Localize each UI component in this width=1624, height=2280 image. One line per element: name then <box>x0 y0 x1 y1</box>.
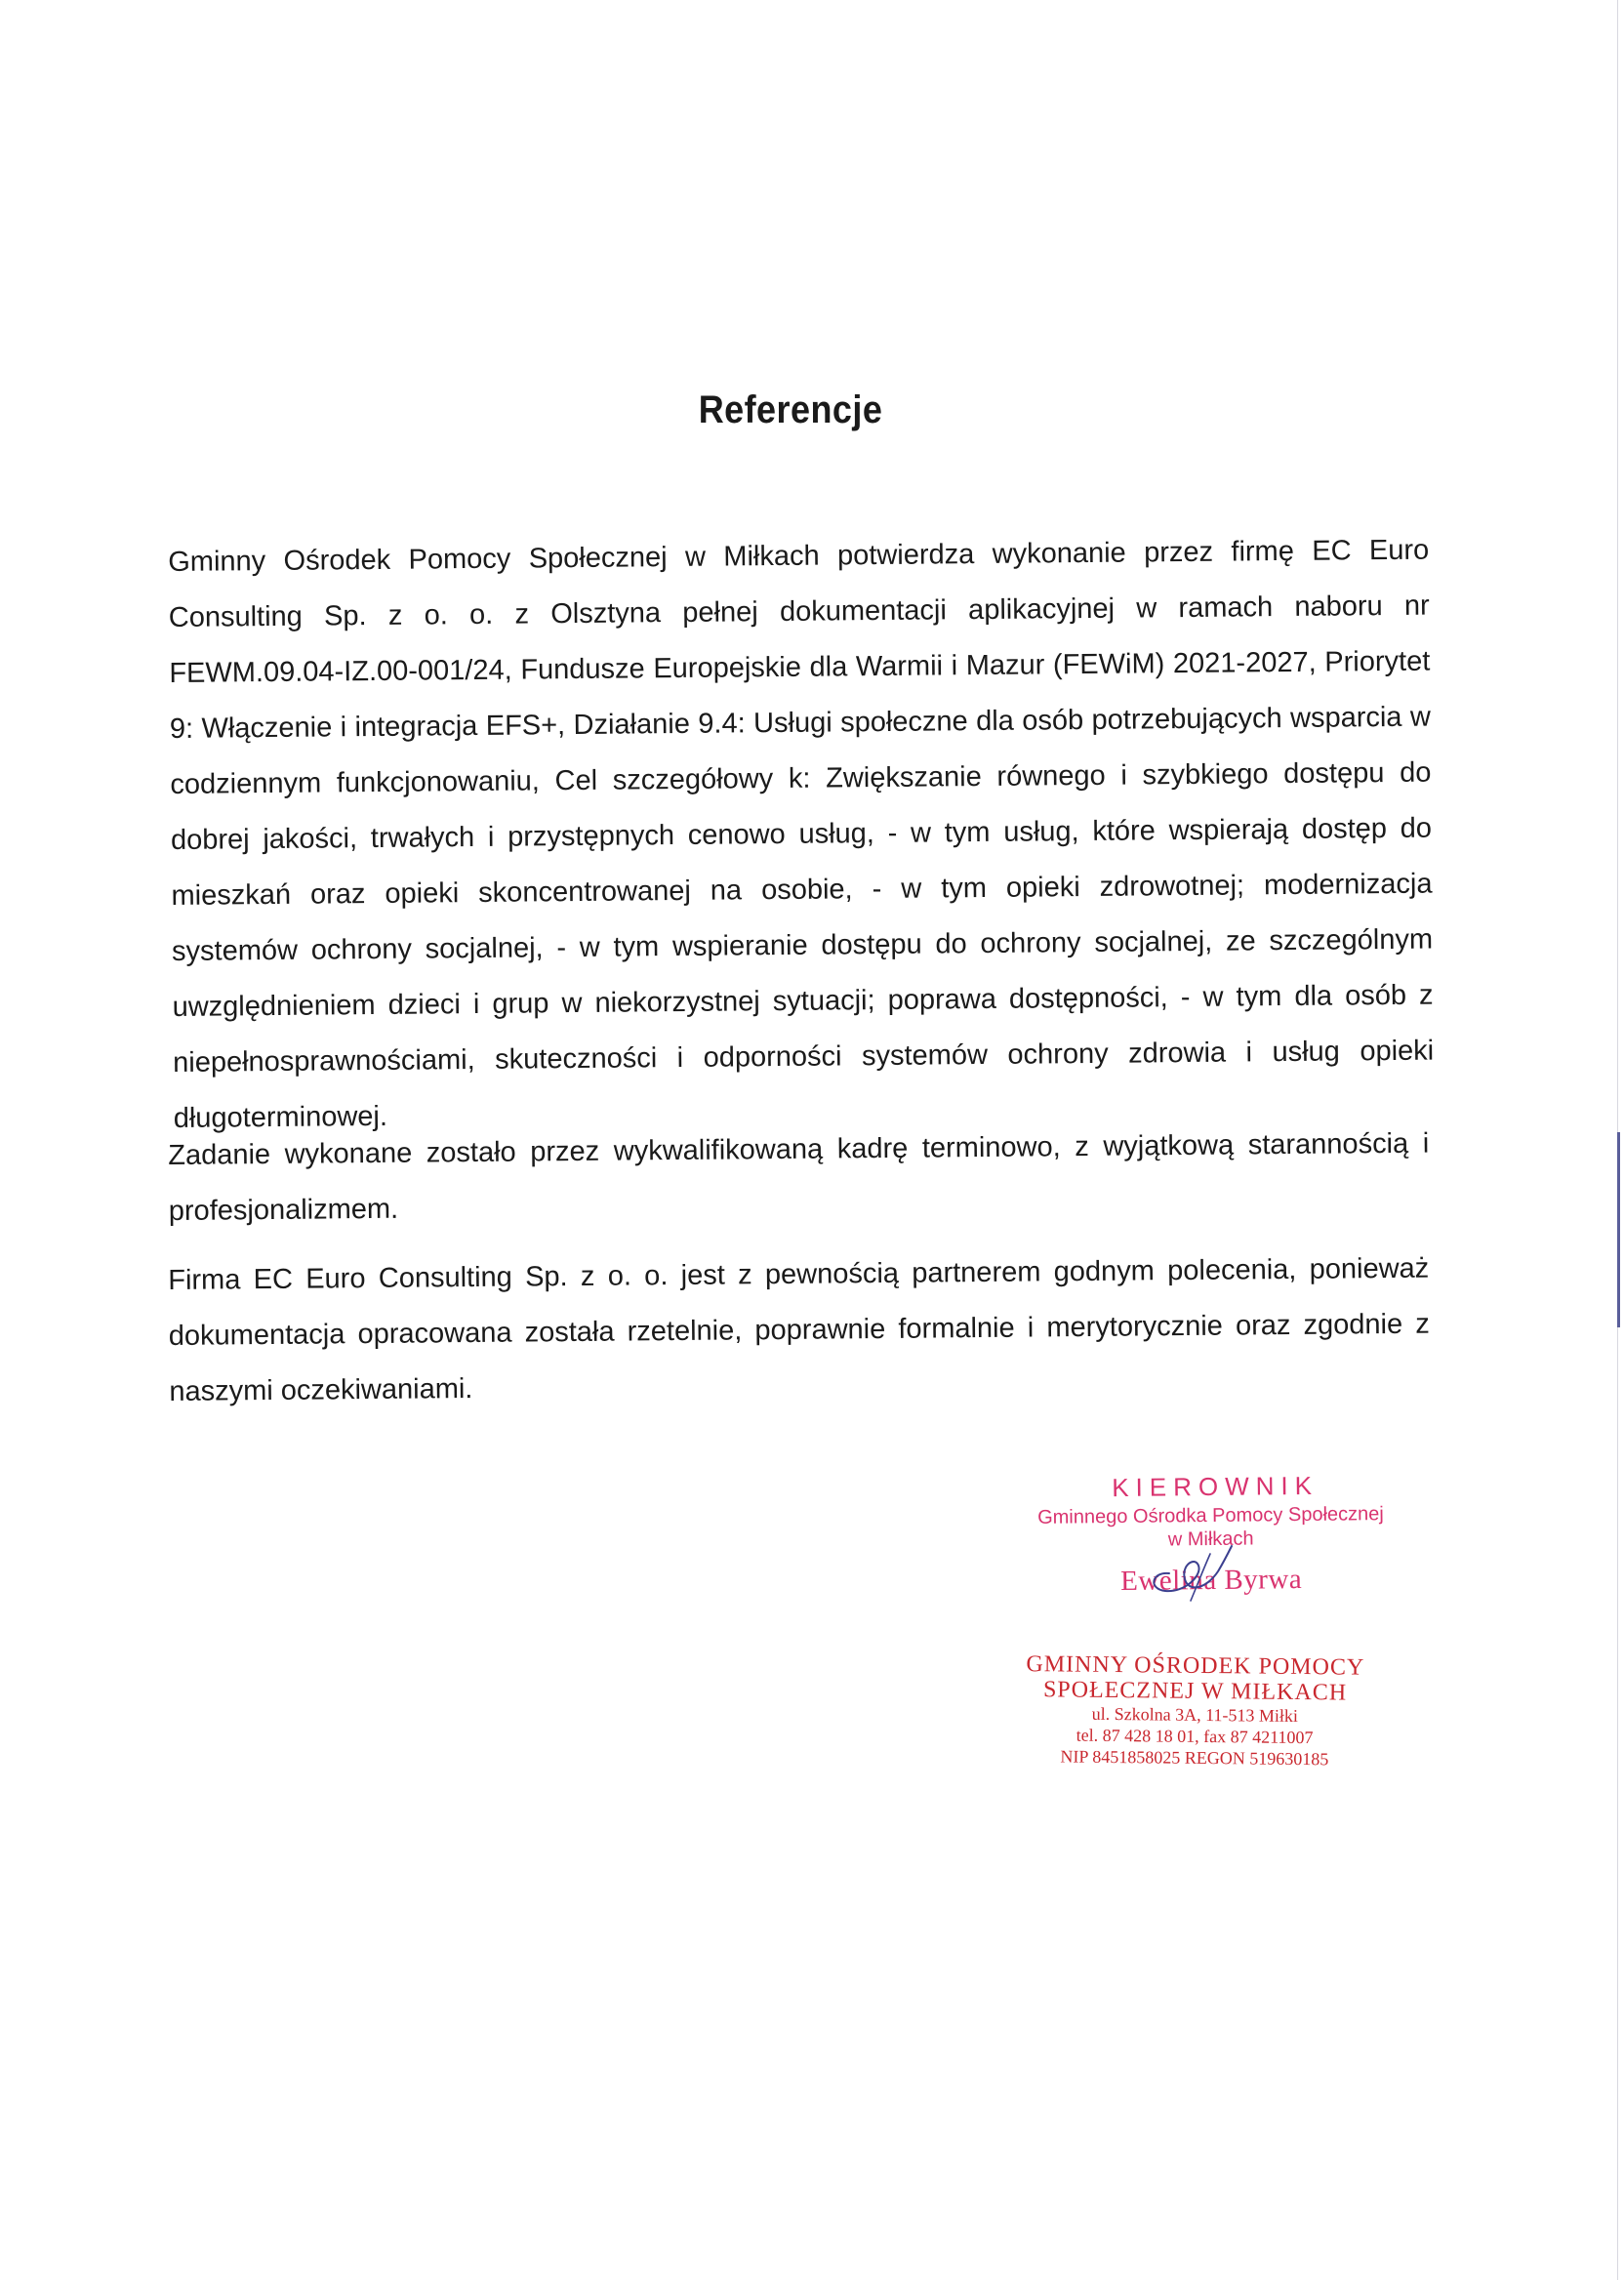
stamp-name: Ewelina Byrwa <box>1119 1564 1303 1597</box>
institution-stamp-address: ul. Szkolna 3A, 11-513 Miłki <box>1091 1703 1299 1726</box>
paragraph-text: Zadanie wykonane zostało przez wykwalifikowaną kadrę terminowo, z wyjątkową starannością i profesjonalizmem. <box>168 1127 1430 1227</box>
institution-stamp-line1: GMINNY OŚRODEK POMOCY <box>1026 1651 1365 1681</box>
paragraph-confirmation <box>168 523 1435 1147</box>
paragraph-recommendation <box>168 1242 1431 1420</box>
paragraph-text: Firma EC Euro Consulting Sp. z o. o. jest z pewnością partnerem godnym polecenia, ponieważ dokumentacja opracowana została rzetelnie, poprawnie formalnie i merytorycznie oraz zgodnie z naszymi oczekiwaniami. <box>168 1252 1430 1407</box>
stamp-organization: Gminnego Ośrodka Pomocy Społecznej <box>1037 1503 1384 1528</box>
institution-stamp <box>1019 1651 1371 1771</box>
document-title: Referencje <box>698 388 883 431</box>
institution-stamp-ids: NIP 8451858025 REGON 519630185 <box>1060 1746 1329 1770</box>
stamp-role: KIEROWNIK <box>1112 1470 1320 1503</box>
paragraph-quality <box>168 1117 1430 1240</box>
institution-stamp-line2: SPOŁECZNEJ W MIŁKACH <box>1042 1677 1348 1706</box>
scan-edge-mark <box>1617 1132 1620 1327</box>
paragraph-text: Gminny Ośrodek Pomocy Społecznej w Miłkach potwierdza wykonanie przez firmę EC Euro Consulting Sp. z o. o. z Olsztyna pełnej dokumentacji aplikacyjnej w ramach naboru nr FEWM.09.04-IZ.00-001/24, Fundusze Europejskie dla Warmii i Mazur (FEWiM) 2021-2027, Priorytet 9: Włączenie i integracja EFS+, Działanie 9.4: Usługi społeczne dla osób potrzebujących wsparcia w codziennym funkcjonowaniu, Cel szczegółowy k: Zwiększanie równego i szybkiego dostępu do dobrej jakości, trwałych i przystępnych cenowo usług, - w tym usług, które wspierają dostęp do mieszkań oraz opieki skoncentrowanej na osobie, - w tym opieki zdrowotnej; modernizacja systemów ochrony socjalnej, - w tym wspieranie dostępu do ochrony socjalnej, ze szczególnym uwzględnieniem dzieci i grup w niekorzystnej sytuacji; poprawa dostępności, - w tym dla osób z niepełnosprawnościami, skuteczności i odporności systemów ochrony zdrowia i usług opieki długoterminowej. <box>168 534 1435 1134</box>
stamp-place: w Miłkach <box>1167 1527 1254 1551</box>
institution-stamp-phone: tel. 87 428 18 01, fax 87 4211007 <box>1076 1725 1314 1748</box>
handwritten-signature <box>1142 1532 1249 1610</box>
